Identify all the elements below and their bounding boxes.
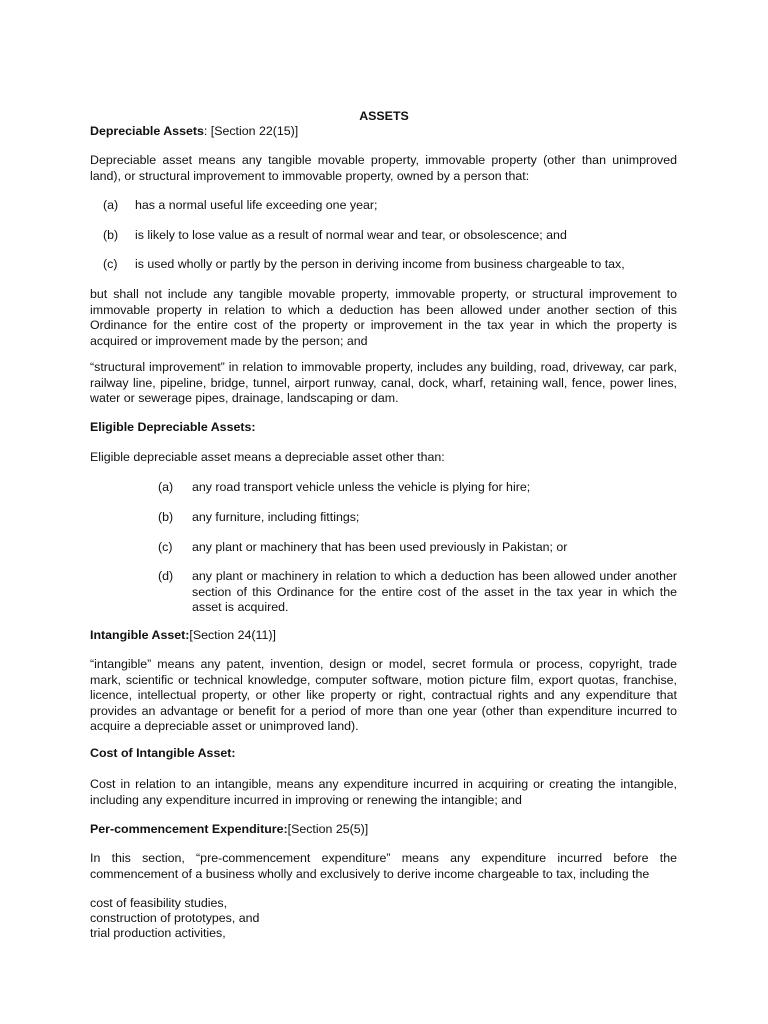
list-label: (a) xyxy=(158,480,174,494)
structural-improvement-paragraph: “structural improvement” in relation to immovable property, includes any building, road, driveway, car park, railway line, pipeline, bridge, tunnel, airport runway, canal, dock, wharf, retaining wall, fence, power lines, water or sewerage pipes, drainage, landscaping or dam. xyxy=(90,360,677,406)
depreciable-assets-heading xyxy=(90,124,298,140)
list-label: (c) xyxy=(103,257,118,271)
list-label: (b) xyxy=(103,228,119,242)
list-label: (a) xyxy=(103,198,119,212)
precommencement-line-prototypes: construction of prototypes, and xyxy=(90,911,260,925)
list-label: (d) xyxy=(158,569,174,583)
intangible-definition-paragraph: “intangible” means any patent, invention, design or model, secret formula or process, copyright, trade mark, scientific or technical knowledge, computer software, motion picture film, export quotas, franchise, licence, intellectual property, or other like property or right, contractual rights and any expenditure that provides an advantage or benefit for a period of more than one year (other than expenditure incurred to acquire a depreciable asset or unimproved land). xyxy=(90,657,677,734)
eligible-depreciable-assets-heading: Eligible Depreciable Assets: xyxy=(90,420,256,434)
precommencement-line-feasibility: cost of feasibility studies, xyxy=(90,896,228,910)
precommencement-heading-text: Per-commencement Expenditure: xyxy=(90,822,288,836)
cost-of-intangible-heading: Cost of Intangible Asset: xyxy=(90,746,236,760)
precommencement-line-trial-production: trial production activities, xyxy=(90,926,226,940)
depreciable-assets-definition: Depreciable asset means any tangible movable property, immovable property (other than unimproved land), or structural improvement to immovable property, owned by a person that: xyxy=(90,153,677,183)
intangible-asset-section-ref: [Section 24(11)] xyxy=(189,628,276,642)
page-title: ASSETS xyxy=(359,109,409,123)
precommencement-definition-paragraph: In this section, “pre-commencement expenditure” means any expenditure incurred before the commencement of a business wholly and exclusively to derive income chargeable to tax, including the xyxy=(90,851,677,881)
list-item-text: is used wholly or partly by the person in deriving income from business chargeable to tax, xyxy=(135,257,625,271)
precommencement-section-ref: [Section 25(5)] xyxy=(287,822,369,836)
precommencement-heading xyxy=(90,822,368,838)
list-item-text: any plant or machinery that has been used previously in Pakistan; or xyxy=(192,540,568,554)
intangible-asset-heading xyxy=(90,628,276,644)
depreciable-assets-heading-text: Depreciable Assets xyxy=(90,124,204,138)
intangible-asset-heading-text: Intangible Asset: xyxy=(90,628,190,642)
list-item-text: has a normal useful life exceeding one year; xyxy=(135,198,378,212)
list-item-text: is likely to lose value as a result of normal wear and tear, or obsolescence; and xyxy=(135,228,567,242)
list-item-text: any plant or machinery in relation to which a deduction has been allowed under another section of this Ordinance for the entire cost of the asset in the tax year in which the asset is acquired. xyxy=(192,569,677,615)
eligible-depreciable-definition: Eligible depreciable asset means a depreciable asset other than: xyxy=(90,450,445,464)
cost-of-intangible-paragraph: Cost in relation to an intangible, means any expenditure incurred in acquiring or creating the intangible, including any expenditure incurred in improving or renewing the intangible; and xyxy=(90,777,677,807)
list-item-text: any furniture, including fittings; xyxy=(192,510,360,524)
depreciable-exclusion-paragraph: but shall not include any tangible movable property, immovable property, or structural improvement to immovable property in relation to which a deduction has been allowed under another section of this Ordinance for the entire cost of the property or improvement in the tax year in which the property is acquired or improvement made by the person; and xyxy=(90,287,677,348)
list-label: (b) xyxy=(158,510,174,524)
list-label: (c) xyxy=(158,540,173,554)
depreciable-assets-section-ref: : [Section 22(15)] xyxy=(203,124,299,138)
list-item-text: any road transport vehicle unless the vehicle is plying for hire; xyxy=(192,480,531,494)
